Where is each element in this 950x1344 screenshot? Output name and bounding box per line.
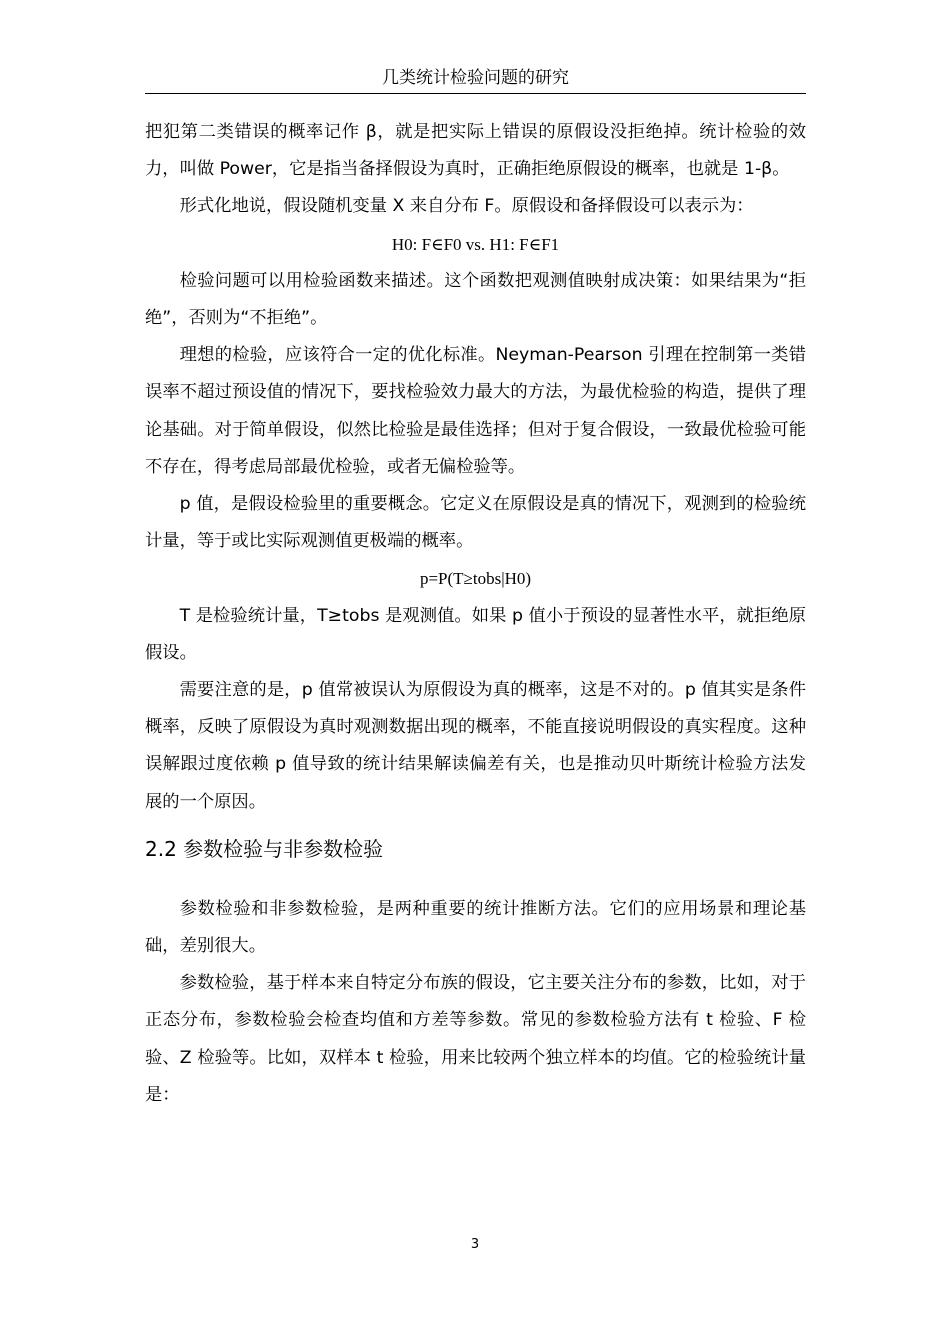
- paragraph: 参数检验和非参数检验，是两种重要的统计推断方法。它们的应用场景和理论基础，差别很大。: [145, 898, 806, 957]
- paragraph: p 值，是假设检验里的重要概念。它定义在原假设是真的情况下，观测到的检验统计量，等于或比实际观测值更极端的概率。: [145, 494, 806, 552]
- page-body: [145, 114, 806, 1114]
- paragraph: 检验问题可以用检验函数来描述。这个函数把观测值映射成决策：如果结果为“拒绝”，否则为“不拒绝”。: [145, 270, 806, 329]
- hypothesis-formula: H0: F∈F0 vs. H1: F∈F1: [391, 234, 560, 254]
- paragraph: 需要注意的是，p 值常被误认为原假设为真的概率，这是不对的。p 值其实是条件概率，反映了原假设为真时观测数据出现的概率，不能直接说明假设的真实程度。这种误解跟过度依赖 p 值导致的统计结果解读偏差有关，也是推动贝叶斯统计检验方法发展的一个原因。: [145, 680, 806, 812]
- paragraph: 理想的检验，应该符合一定的优化标准。Neyman-Pearson 引理在控制第一类错误率不超过预设值的情况下，要找检验效力最大的方法，为最优检验的构造，提供了理论基础。对于简单假设，似然比检验是最佳选择；但对于复合假设，一致最优检验可能不存在，得考虑局部最优检验，或者无偏检验等。: [145, 345, 806, 477]
- p-value-formula: p=P(T≥tobs|H0): [419, 569, 532, 589]
- running-header: 几类统计检验问题的研究: [145, 66, 806, 94]
- page-number: 3: [470, 1237, 480, 1252]
- paragraph: T 是检验统计量，T≥tobs 是观测值。如果 p 值小于预设的显著性水平，就拒绝原假设。: [145, 605, 806, 663]
- paragraph: 参数检验，基于样本来自特定分布族的假设，它主要关注分布的参数，比如，对于正态分布，参数检验会检查均值和方差等参数。常见的参数检验方法有 t 检验、F 检验、Z 检验等。比如，双样本 t 检验，用来比较两个独立样本的均值。它的检验统计量是：: [145, 973, 806, 1105]
- paragraph: 形式化地说，假设随机变量 X 来自分布 F。原假设和备择假设可以表示为：: [179, 196, 754, 217]
- paragraph: 把犯第二类错误的概率记作 β，就是把实际上错误的原假设没拒绝掉。统计检验的效力，叫做 Power，它是指当备择假设为真时，正确拒绝原假设的概率，也就是 1-β。: [145, 122, 806, 180]
- section-heading: 2.2 参数检验与非参数检验: [145, 836, 384, 861]
